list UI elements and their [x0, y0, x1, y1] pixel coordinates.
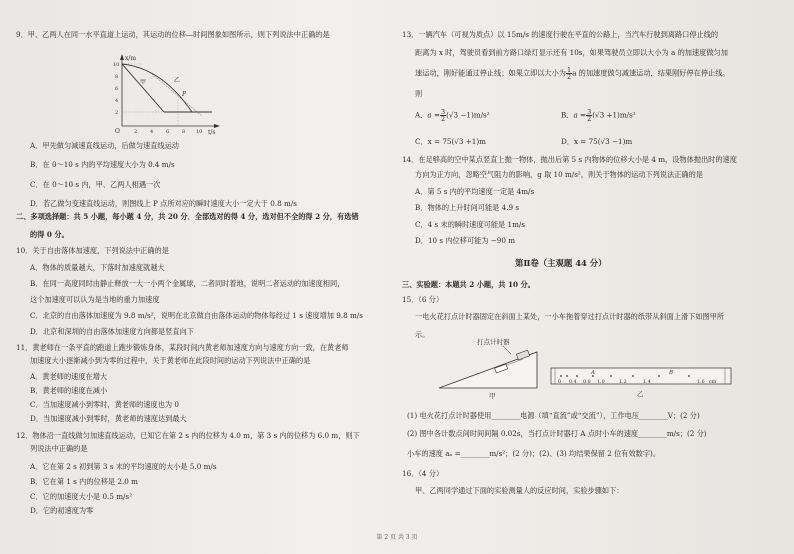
q12-stem: 12．物体沿一直线做匀加速直线运动，已知它在第 2 s 内的位移为 4.0 m，第 3 s 内的位移为 6.0 m，则下: [16, 431, 360, 440]
q9-xtick-2: 2: [134, 129, 138, 135]
q13-option-b-post: (√3 +1)m/s²: [592, 110, 636, 120]
q9-stem: 9．甲、乙两人在同一水平直道上运动，其运动的位移—时间图象如图所示，则下列说法中正确的是: [16, 30, 330, 39]
q9-x-arrow: [214, 124, 220, 128]
q16-head: 16．（4 分）: [402, 469, 444, 478]
q9-xtick-6: 6: [166, 129, 170, 135]
q9-line-jia: [122, 64, 164, 112]
q9-option-d: D．若乙做匀变速直线运动，则图线上 P 点所对应的瞬时速度大小一定大于 0.8 m/s: [30, 199, 297, 208]
section2-heading-cont: 的得 0 分。: [30, 230, 69, 239]
q11-option-d: D．当加速度减小到零时，黄老师的速度达到最大: [30, 414, 187, 423]
q9-option-b: B．在 0～10 s 内的平均速度大小为 0.4 m/s: [30, 160, 175, 169]
q9-label-yi: 乙: [174, 77, 181, 84]
q9-ytick-4: 4: [115, 98, 119, 104]
q16-stem: 甲、乙两同学通过下面的实验测量人的反应时间，实验步骤如下：: [415, 486, 624, 495]
q15-tape-label-0: 0: [558, 380, 562, 385]
q12-option-b: B．它在第 1 s 内的位移是 2.0 m: [30, 477, 138, 486]
q11-option-c: C．当加速度减小到零时，黄老师的速度也为 0: [30, 400, 179, 409]
q15-figure-incline: [437, 336, 547, 398]
q15-tape-label-16: 1.6: [697, 380, 705, 385]
q13-option-a-post: (√3 −1)m/s²: [446, 110, 490, 120]
q15-tape-dot: [688, 375, 690, 377]
q9-origin: O: [115, 128, 120, 135]
q13-option-a-den: 2: [440, 115, 446, 123]
page-footer: 第 2 页 共 3 页: [376, 534, 418, 541]
q9-label-jia: 甲: [140, 79, 147, 86]
q15-tape-dot: [576, 375, 578, 377]
q10-option-c: C．北京的自由落体加速度为 9.8 m/s²，说明在北京做自由落体运动的物体每经过 1 s 速度增加 9.8 m/s: [30, 311, 363, 320]
q9-y-arrow: [120, 54, 124, 60]
q15-timer-label: 打点计时器: [477, 338, 510, 346]
q15-tape-unit: cm: [709, 380, 717, 385]
q11-option-a: A．黄老师的速度在增大: [30, 372, 108, 381]
q13-option-a: [415, 109, 490, 122]
q15-tape-point-a: A: [591, 370, 595, 376]
q14-option-d: D．10 s 内位移可能为 −90 m: [415, 236, 516, 245]
q14-stem: 14．在足够高的空中某点竖直上抛一物体，抛出后第 5 s 内物体的位移大小是 4 m，设物体抛出时的速度: [402, 155, 737, 164]
q15-stem-cont: 示。: [415, 330, 430, 339]
q14-option-c: C．4 s 末的瞬时速度可能是 1m/s: [415, 220, 525, 229]
q9-xt-graph: [112, 54, 222, 134]
q13-option-a-prefix: A．: [415, 110, 428, 120]
q12-option-a: A．它在第 2 s 初到第 3 s 末的平均速度的大小是 5.0 m/s: [30, 462, 217, 471]
q15-tape-dot: [658, 375, 660, 377]
q14-option-a: A．第 5 s 内的平均速度一定是 4m/s: [415, 187, 535, 196]
q9-xtick-10: 10: [196, 129, 203, 135]
q13-stem: 13．一辆汽车（可视为质点）以 15m/s 的速度行驶在平直的公路上，当汽车行驶到离路口停止线的: [402, 30, 719, 39]
section2-heading: 二、多项选择题：共 5 小题，每小题 4 分，共 20 分．全部选对的得 4 分，选对但不全的得 2 分，有选错: [16, 212, 359, 221]
q15-stem: 一电火花打点计时器固定在斜面上某处，一小车拖着穿过打点计时器的纸带从斜面上滑下如图甲所: [415, 312, 725, 321]
q15-tape-label-10: 1.0: [597, 380, 605, 385]
q13-option-b-num: 3: [587, 108, 592, 116]
q9-y-label: x/m: [125, 55, 137, 62]
q9-option-a: A．甲先做匀减速直线运动，后做匀速直线运动: [30, 141, 179, 150]
q13-fraction-den: 2: [566, 73, 572, 81]
q15-blank-1: (1) 电火花打点计时器使用________电源（填“直流”或“交流”），工作电压________V；(2 分): [407, 411, 700, 420]
q9-ytick-6: 6: [115, 86, 119, 92]
q13-option-b: [561, 109, 636, 122]
q11-stem: 11．黄老师在一条平直的跑道上跑步锻炼身体，某段时间内黄老师加速度方向与速度方向一致，在黄老师: [16, 343, 349, 352]
q15-tape-point-b: B: [669, 370, 674, 376]
q15-head: 15．（6 分）: [402, 295, 444, 304]
q15-tape-dot: [632, 375, 634, 377]
q13-stem-part-a: 速运动，刚好能通过停止线；如果立即以大小为: [415, 68, 566, 78]
q15-tape-dot: [560, 375, 562, 377]
q10-option-b-cont: 这个加速度可以认为是当地的重力加速度: [30, 295, 160, 304]
q9-option-c: C．在 0～10 s 内，甲、乙两人相遇一次: [30, 180, 161, 189]
q13-option-b-den: 2: [587, 115, 592, 123]
q15-tape-label-14: 1.4: [643, 380, 651, 385]
part2-title: 第Ⅱ卷（主观题 44 分）: [515, 258, 607, 268]
q15-label-jia: 甲: [489, 392, 496, 400]
q9-curve-yi: [122, 64, 192, 112]
q15-timer-pointer: [503, 346, 511, 354]
q13-option-b-var: a =: [573, 110, 587, 120]
q9-xtick-4: 4: [150, 129, 154, 135]
q13-stem-cont1: 距离为 x 时，驾驶员看到前方路口绿灯显示还有 10s，如果驾驶员立即以大小为 a 的加速度做匀加: [415, 48, 728, 57]
q13-option-d: D．x = 75(√3 −1)m: [561, 137, 633, 146]
q14-stem-cont: 方向为正方向，忽略空气阻力的影响，g 取 10 m/s²，则关于物体的运动下列说法正确的是: [415, 170, 703, 179]
q13-option-b-prefix: B．: [561, 110, 574, 120]
q15-tape-label-12: 1.2: [619, 380, 627, 385]
q13-stem-part-b: a 的加速度做匀减速运动，结果刚好停在停止线。: [572, 68, 730, 78]
q13-stem-cont2: [415, 67, 730, 80]
q15-tape-dot: [566, 375, 568, 377]
q9-ytick-10: 10: [113, 62, 120, 68]
q14-option-b: B．物体的上升时间可能是 4.9 s: [415, 203, 520, 212]
q13-option-a-num: 3: [440, 108, 446, 116]
q9-x-label: t/s: [208, 129, 216, 136]
q11-stem-cont: 加速度大小逐渐减小到为零的过程中，关于黄老师在此段时间的运动下列说法中正确的是: [30, 356, 311, 365]
q15-figure-tape: [549, 366, 735, 400]
q11-option-b: B．黄老师的速度在减小: [30, 386, 108, 395]
section3-heading: 三、实验题：本题共 2 小题，共 10 分。: [402, 280, 535, 289]
q13-option-a-var: a =: [427, 110, 440, 120]
q15-label-yi: 乙: [637, 390, 644, 398]
q10-option-b: B．在同一高度同时由静止释放一大一小两个金属球，二者同时着地，说明二者运动的加速度相同，: [30, 279, 345, 288]
q13-option-c: C．x = 75(√3 +1)m: [415, 137, 486, 146]
q15-tape-dot: [610, 375, 612, 377]
q12-option-c: C．它的加速度大小是 0.5 m/s²: [30, 492, 132, 501]
q9-ytick-8: 8: [115, 74, 119, 80]
q12-stem-cont: 列说法中正确的是: [30, 444, 88, 453]
q13-fraction-num: 1: [566, 66, 572, 74]
q10-option-d: D．北京和深圳的自由落体加速度方向都是竖直向下: [30, 327, 194, 336]
q10-option-a: A．物体的质量越大，下落时加速度就越大: [30, 263, 165, 272]
q12-option-d: D．它的初速度为零: [30, 506, 94, 515]
q15-tape-label-04: 0.4: [569, 380, 577, 385]
q9-xtick-8: 8: [182, 129, 186, 135]
q9-ytick-2: 2: [115, 110, 119, 116]
q10-stem: 10．关于自由落体加速度，下列说法中正确的是: [16, 246, 169, 255]
q13-stem-cont3: 则: [415, 89, 423, 98]
right-column: [397, 0, 794, 554]
q9-label-p: P: [182, 91, 187, 98]
q15-blank-3: 小车的速度 aₐ =________m/s²；(2 分)；(2)、(3) 均结果保留 2 位有效数字)。: [407, 449, 661, 458]
q15-tape-label-08: 0.8: [583, 380, 591, 385]
q15-blank-2: (2) 图中各计数点间时间间隔 0.02s，当打点计时器打 A 点时小车的速度________m/s；(2 分): [407, 429, 707, 438]
